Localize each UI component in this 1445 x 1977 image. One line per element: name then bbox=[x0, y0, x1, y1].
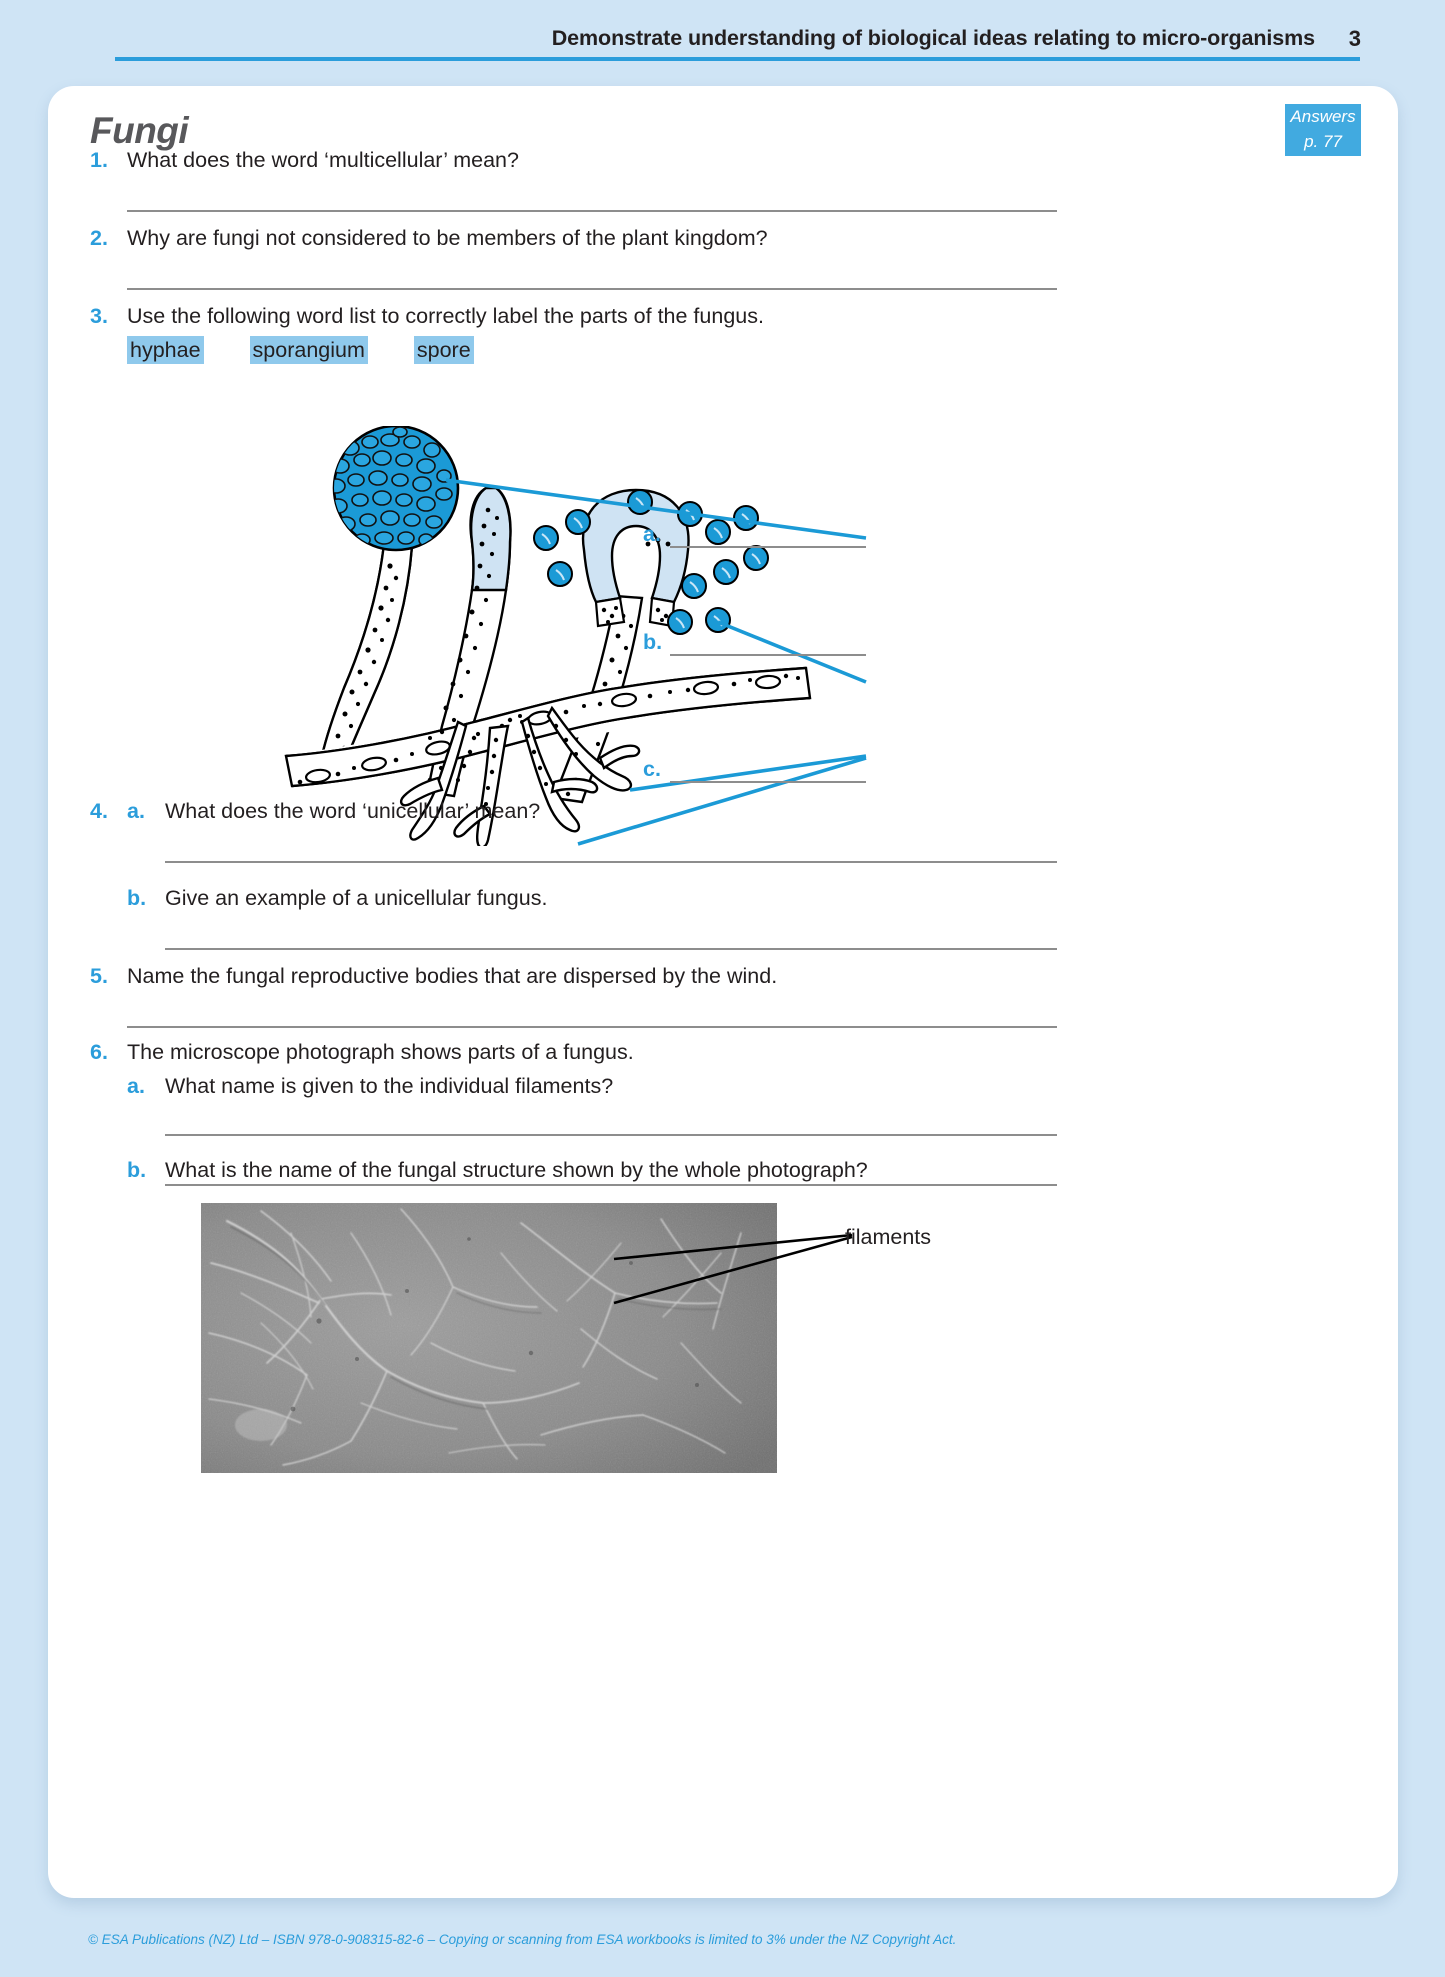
filaments-leader-lines bbox=[608, 1211, 858, 1341]
page-title: Fungi bbox=[90, 110, 189, 151]
filaments-caption: filaments bbox=[845, 1225, 932, 1249]
answer-line-4b[interactable] bbox=[165, 948, 1057, 950]
question-2-number: 2. bbox=[90, 226, 108, 250]
page-number: 3 bbox=[1348, 26, 1361, 51]
word-list-item-sporangium[interactable]: sporangium bbox=[250, 336, 368, 364]
diagram-label-b: b. bbox=[643, 630, 663, 654]
question-3-number: 3. bbox=[90, 304, 108, 328]
diagram-label-a: a. bbox=[643, 522, 661, 546]
fungus-diagram bbox=[278, 426, 1108, 846]
answer-line-6a[interactable] bbox=[165, 1134, 1057, 1136]
question-2-text: Why are fungi not considered to be members of the plant kingdom? bbox=[127, 226, 768, 250]
question-6a-letter: a. bbox=[127, 1074, 145, 1098]
question-4b-text: Give an example of a unicellular fungus. bbox=[165, 886, 548, 910]
question-1-text: What does the word ‘multicellular’ mean? bbox=[127, 148, 519, 172]
question-6-text: The microscope photograph shows parts of a fungus. bbox=[127, 1040, 634, 1064]
page-card bbox=[48, 86, 1398, 1898]
question-1-number: 1. bbox=[90, 148, 108, 172]
running-head-title: Demonstrate understanding of biological ideas relating to micro-organisms bbox=[551, 26, 1315, 50]
answer-line-2[interactable] bbox=[127, 288, 1057, 290]
leader-line-c1 bbox=[630, 756, 866, 790]
question-3-text: Use the following word list to correctly label the parts of the fungus. bbox=[127, 304, 764, 328]
answer-line-1[interactable] bbox=[127, 210, 1057, 212]
answers-badge-line1: Answers bbox=[1290, 107, 1356, 126]
answer-line-5[interactable] bbox=[127, 1026, 1057, 1028]
diagram-answer-line-a[interactable] bbox=[670, 546, 866, 548]
question-4-number: 4. bbox=[90, 799, 108, 823]
word-list bbox=[127, 338, 474, 363]
diagram-answer-line-c[interactable] bbox=[670, 781, 866, 783]
word-list-item-hyphae[interactable]: hyphae bbox=[127, 336, 204, 364]
question-6a-text: What name is given to the individual filaments? bbox=[165, 1074, 614, 1098]
copyright-footer: © ESA Publications (NZ) Ltd – ISBN 978-0-908315-82-6 – Copying or scanning from ESA workbooks is limited to 3% under the NZ Copyright Act. bbox=[88, 1932, 957, 1947]
diagram-answer-line-b[interactable] bbox=[670, 654, 866, 656]
leader-line-c2 bbox=[578, 758, 866, 844]
question-6b-letter: b. bbox=[127, 1158, 147, 1182]
header-rule bbox=[115, 57, 1360, 61]
answer-line-4a[interactable] bbox=[165, 861, 1057, 863]
question-6b-text: What is the name of the fungal structure shown by the whole photograph? bbox=[165, 1158, 868, 1182]
question-4a-letter: a. bbox=[127, 799, 145, 823]
question-5-text: Name the fungal reproductive bodies that are dispersed by the wind. bbox=[127, 964, 778, 988]
question-4a-text: What does the word ‘unicellular’ mean? bbox=[165, 799, 541, 823]
diagram-label-c: c. bbox=[643, 757, 661, 781]
answers-badge-line2: p. 77 bbox=[1304, 132, 1342, 151]
word-list-item-spore[interactable]: spore bbox=[414, 336, 474, 364]
question-4b-letter: b. bbox=[127, 886, 147, 910]
answer-line-6b[interactable] bbox=[165, 1184, 1057, 1186]
question-5-number: 5. bbox=[90, 964, 108, 988]
answers-badge[interactable] bbox=[1285, 104, 1361, 156]
question-6-number: 6. bbox=[90, 1040, 108, 1064]
